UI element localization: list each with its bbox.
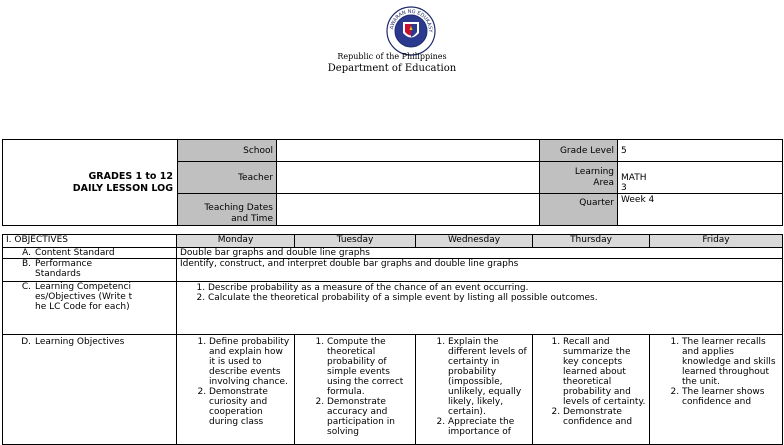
teaching-dates-value[interactable] xyxy=(277,194,540,226)
objective-item: 1. Recall and summarize the key concepts learned about theoretical probability and levels of certainty. xyxy=(563,337,646,407)
day-wednesday: Wednesday xyxy=(416,235,533,248)
republic-text: Republic of the Philippines xyxy=(337,52,447,61)
quarter-label: Quarter xyxy=(540,194,618,226)
learning-area-label-line-1: Learning xyxy=(574,166,614,177)
title-line-1: GRADES 1 to 12 xyxy=(88,170,173,182)
day-friday: Friday xyxy=(650,235,783,248)
performance-standards-label xyxy=(3,259,177,282)
teacher-label: Teacher xyxy=(178,162,277,194)
learning-area-text: MATH xyxy=(621,173,647,183)
friday-objectives xyxy=(650,335,783,445)
objective-item: 1. The learner recalls and applies knowledge and skills learned throughout the unit. xyxy=(682,337,779,387)
objective-item: 1. Explain the different levels of certainty in probability (impossible, unlikely, equally likely, likely, certain). xyxy=(448,337,529,417)
svg-text:KAGAWARAN NG EDUKASYON: AWARAN NG EDUKASY xyxy=(389,8,434,33)
lesson-log-title xyxy=(3,140,178,226)
objectives-section-title: I. OBJECTIVES xyxy=(3,235,177,248)
content-standard-value: Double bar graphs and double line graphs xyxy=(177,248,783,259)
grade-level-label: Grade Level xyxy=(540,140,618,162)
competencies-label xyxy=(3,282,177,335)
day-tuesday: Tuesday xyxy=(295,235,416,248)
deped-seal-icon xyxy=(386,6,436,56)
school-value[interactable] xyxy=(277,140,540,162)
learning-objectives-label xyxy=(3,335,177,445)
day-monday: Monday xyxy=(177,235,295,248)
learning-area-label xyxy=(540,162,618,194)
monday-objectives xyxy=(177,335,295,445)
objective-item: 2. Appreciate the importance of xyxy=(448,417,529,437)
content-standard-text: Content Standard xyxy=(35,248,115,258)
quarter-value: 3 xyxy=(621,183,627,193)
performance-standards-value: Identify, construct, and interpret double bar graphs and double line graphs xyxy=(177,259,783,282)
learning-area-label-line-2: Area xyxy=(593,177,614,188)
learning-objectives-letter: D. xyxy=(21,337,31,347)
grade-level-value[interactable]: 5 xyxy=(618,140,783,162)
performance-standards-text: Performance Standards xyxy=(35,259,93,279)
day-thursday: Thursday xyxy=(533,235,650,248)
title-line-2: DAILY LESSON LOG xyxy=(72,182,173,194)
teacher-value[interactable] xyxy=(277,162,540,194)
objective-item: 1. Define probability and explain how it is used to describe events involving chance. xyxy=(209,337,291,387)
objective-item: 2. Demonstrate accuracy and participation in solving xyxy=(327,397,412,437)
competency-item: 1. Describe probability as a measure of the chance of an event occurring. xyxy=(208,283,779,293)
competency-item: 2. Calculate the theoretical probability of a simple event by listing all possible outcomes. xyxy=(208,293,779,303)
competencies-list xyxy=(180,283,779,303)
objective-item: 2. Demonstrate confidence and xyxy=(563,407,646,427)
competencies-value xyxy=(177,282,783,335)
teaching-dates-label-line-2: and Time xyxy=(231,214,273,224)
objective-item: 2. Demonstrate curiosity and cooperation during class xyxy=(209,387,291,427)
objective-item: 1. Compute the theoretical probability of simple events using the correct formula. xyxy=(327,337,412,397)
content-standard-label xyxy=(3,248,177,259)
objectives-table xyxy=(2,234,783,445)
performance-standards-letter: B. xyxy=(21,259,31,269)
teaching-dates-label xyxy=(178,194,277,226)
wednesday-objectives xyxy=(416,335,533,445)
tuesday-objectives xyxy=(295,335,416,445)
thursday-objectives xyxy=(533,335,650,445)
teaching-dates-label-line-1: Teaching Dates xyxy=(204,203,273,213)
lesson-log-header-table xyxy=(2,139,783,226)
learning-area-value[interactable] xyxy=(618,162,783,194)
competencies-letter: C. xyxy=(21,282,31,292)
department-text: Department of Education xyxy=(327,63,457,74)
school-label: School xyxy=(178,140,277,162)
content-standard-letter: A. xyxy=(22,248,31,258)
week-value[interactable]: Week 4 xyxy=(618,194,783,226)
objective-item: 2. The learner shows confidence and xyxy=(682,387,779,407)
learning-objectives-text: Learning Objectives xyxy=(35,337,125,347)
competencies-text: Learning Competencies/Objectives (Write the LC Code for each) xyxy=(35,282,133,312)
